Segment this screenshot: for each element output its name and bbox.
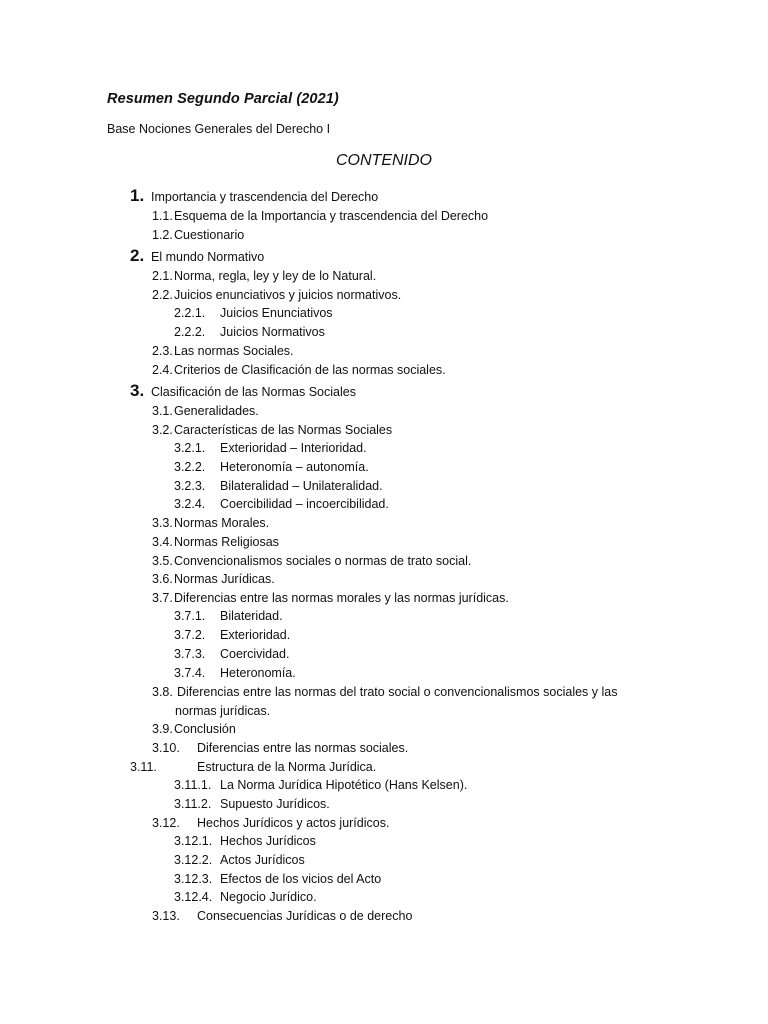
toc-text: Heteronomía – autonomía. xyxy=(220,460,369,474)
toc-entry xyxy=(152,227,244,243)
toc-number: 3.13. xyxy=(152,909,180,923)
toc-number: 3.2.2. xyxy=(174,460,206,474)
toc-text: Características de las Normas Sociales xyxy=(174,423,393,437)
toc-text: Bilateridad. xyxy=(220,609,283,623)
toc-entry xyxy=(152,287,401,303)
toc-text: Diferencias entre las normas del trato social o convencionalismos sociales y las xyxy=(177,685,618,699)
toc-text: El mundo Normativo xyxy=(151,250,265,264)
toc-number: 2.1. xyxy=(152,269,173,283)
toc-entry xyxy=(174,889,317,905)
toc-number: 3.11.1. xyxy=(174,778,212,792)
toc-text: Norma, regla, ley y ley de lo Natural. xyxy=(174,269,377,283)
toc-number: 3.12.1. xyxy=(174,834,213,848)
toc-text: La Norma Jurídica Hipotético (Hans Kelsen). xyxy=(220,778,468,792)
toc-text: Importancia y trascendencia del Derecho xyxy=(151,190,379,204)
toc-number: 3. xyxy=(130,381,145,400)
toc-text: Hechos Jurídicos y actos jurídicos. xyxy=(197,816,390,830)
toc-text: Negocio Jurídico. xyxy=(220,890,317,904)
toc-number: 3.10. xyxy=(152,741,180,755)
toc-text: Coercividad. xyxy=(220,647,290,661)
toc-number: 3.12. xyxy=(152,816,180,830)
toc-entry xyxy=(174,777,467,793)
toc-number: 3.7.4. xyxy=(174,666,206,680)
toc-entry xyxy=(174,478,383,494)
toc-number: 3.7. xyxy=(152,591,173,605)
toc-text: Criterios de Clasificación de las normas sociales. xyxy=(174,363,446,377)
toc-entry xyxy=(174,496,389,512)
toc-text: Diferencias entre las normas sociales. xyxy=(197,741,409,755)
toc-entry xyxy=(152,534,279,550)
toc-text: Generalidades. xyxy=(174,404,259,418)
toc-text: Heteronomía. xyxy=(220,666,296,680)
toc-number: 1. xyxy=(130,186,145,205)
toc-entry xyxy=(152,343,294,359)
toc-text: Esquema de la Importancia y trascendencia del Derecho xyxy=(174,209,489,223)
toc-number: 3.12.3. xyxy=(174,872,213,886)
toc-entry xyxy=(174,627,290,643)
toc-number: 2.2.2. xyxy=(174,325,206,339)
toc-number: 3.2. xyxy=(152,423,173,437)
toc-number: 3.8. xyxy=(152,685,173,699)
toc-text: Supuesto Jurídicos. xyxy=(220,797,330,811)
toc-text: Actos Jurídicos xyxy=(220,853,305,867)
contents-heading-text: CONTENIDO xyxy=(336,152,432,169)
toc-number: 3.12.4. xyxy=(174,890,213,904)
toc-number: 3.1. xyxy=(152,404,173,418)
toc-text: Conclusión xyxy=(174,722,236,736)
toc-number: 3.11. xyxy=(130,760,157,774)
toc-text: Juicios Normativos xyxy=(220,325,325,339)
toc-number: 3.5. xyxy=(152,554,173,568)
toc-entry xyxy=(152,553,471,569)
toc-entry xyxy=(174,665,296,681)
toc-entry xyxy=(174,459,369,475)
toc-number: 3.4. xyxy=(152,535,173,549)
toc-number: 1.1. xyxy=(152,209,173,223)
toc-number: 3.9. xyxy=(152,722,173,736)
toc-text: normas jurídicas. xyxy=(175,704,271,718)
toc-text: Convencionalismos sociales o normas de trato social. xyxy=(174,554,472,568)
toc-text: Normas Jurídicas. xyxy=(174,572,275,586)
toc-text: Normas Religiosas xyxy=(174,535,279,549)
toc-text: Exterioridad. xyxy=(220,628,291,642)
toc-text: Hechos Jurídicos xyxy=(220,834,316,848)
toc-entry xyxy=(152,515,269,531)
toc-entry xyxy=(152,740,408,756)
toc-entry xyxy=(174,646,289,662)
toc-number: 2.3. xyxy=(152,344,173,358)
toc-entry xyxy=(174,608,283,624)
toc-entry xyxy=(152,268,376,284)
toc-number: 1.2. xyxy=(152,228,173,242)
toc-text: Las normas Sociales. xyxy=(174,344,294,358)
toc-text: Juicios enunciativos y juicios normativos. xyxy=(174,288,402,302)
toc-text: Bilateralidad – Unilateralidad. xyxy=(220,479,383,493)
toc-number: 2.2.1. xyxy=(174,306,206,320)
toc-entry xyxy=(152,208,488,224)
toc-number: 3.6. xyxy=(152,572,173,586)
toc-entry xyxy=(152,721,236,737)
toc-entry xyxy=(174,305,333,321)
toc-entry xyxy=(152,571,275,587)
toc-text: Estructura de la Norma Jurídica. xyxy=(197,760,377,774)
toc-entry xyxy=(130,759,376,775)
toc-entry xyxy=(174,324,325,340)
toc-number: 2.2. xyxy=(152,288,173,302)
toc-entry xyxy=(130,188,378,205)
toc-entry xyxy=(152,362,446,378)
toc-entry xyxy=(152,815,389,831)
toc-text: Clasificación de las Normas Sociales xyxy=(151,385,356,399)
toc-number: 3.7.3. xyxy=(174,647,206,661)
toc-text: Exterioridad – Interioridad. xyxy=(220,441,367,455)
toc-entry xyxy=(152,590,509,606)
toc-entry xyxy=(174,833,316,849)
toc-text: Cuestionario xyxy=(174,228,245,242)
toc-number: 2. xyxy=(130,246,145,265)
toc-number: 3.2.4. xyxy=(174,497,206,511)
toc-entry xyxy=(152,422,392,438)
document-title: Resumen Segundo Parcial (2021) xyxy=(107,91,339,107)
toc-entry xyxy=(130,248,264,265)
toc-text: Normas Morales. xyxy=(174,516,270,530)
toc-number: 3.2.1. xyxy=(174,441,206,455)
toc-text: Coercibilidad – incoercibilidad. xyxy=(220,497,389,511)
toc-number: 3.3. xyxy=(152,516,173,530)
toc-entry xyxy=(130,383,356,400)
toc-number: 3.11.2. xyxy=(174,797,212,811)
toc-entry xyxy=(174,440,367,456)
toc-entry xyxy=(152,908,412,924)
toc-text: Efectos de los vicios del Acto xyxy=(220,872,382,886)
toc-entry xyxy=(152,684,617,700)
toc-entry xyxy=(174,796,330,812)
toc-number: 3.12.2. xyxy=(174,853,213,867)
toc-number: 2.4. xyxy=(152,363,173,377)
toc-text: Consecuencias Jurídicas o de derecho xyxy=(197,909,413,923)
toc-entry xyxy=(152,403,259,419)
toc-entry xyxy=(174,871,381,887)
toc-number: 3.7.1. xyxy=(174,609,206,623)
toc-entry xyxy=(175,703,270,719)
toc-number: 3.7.2. xyxy=(174,628,206,642)
toc-text: Diferencias entre las normas morales y las normas jurídicas. xyxy=(174,591,509,605)
toc-entry xyxy=(174,852,305,868)
document-subtitle: Base Nociones Generales del Derecho I xyxy=(107,122,331,136)
toc-number: 3.2.3. xyxy=(174,479,206,493)
toc-text: Juicios Enunciativos xyxy=(220,306,333,320)
